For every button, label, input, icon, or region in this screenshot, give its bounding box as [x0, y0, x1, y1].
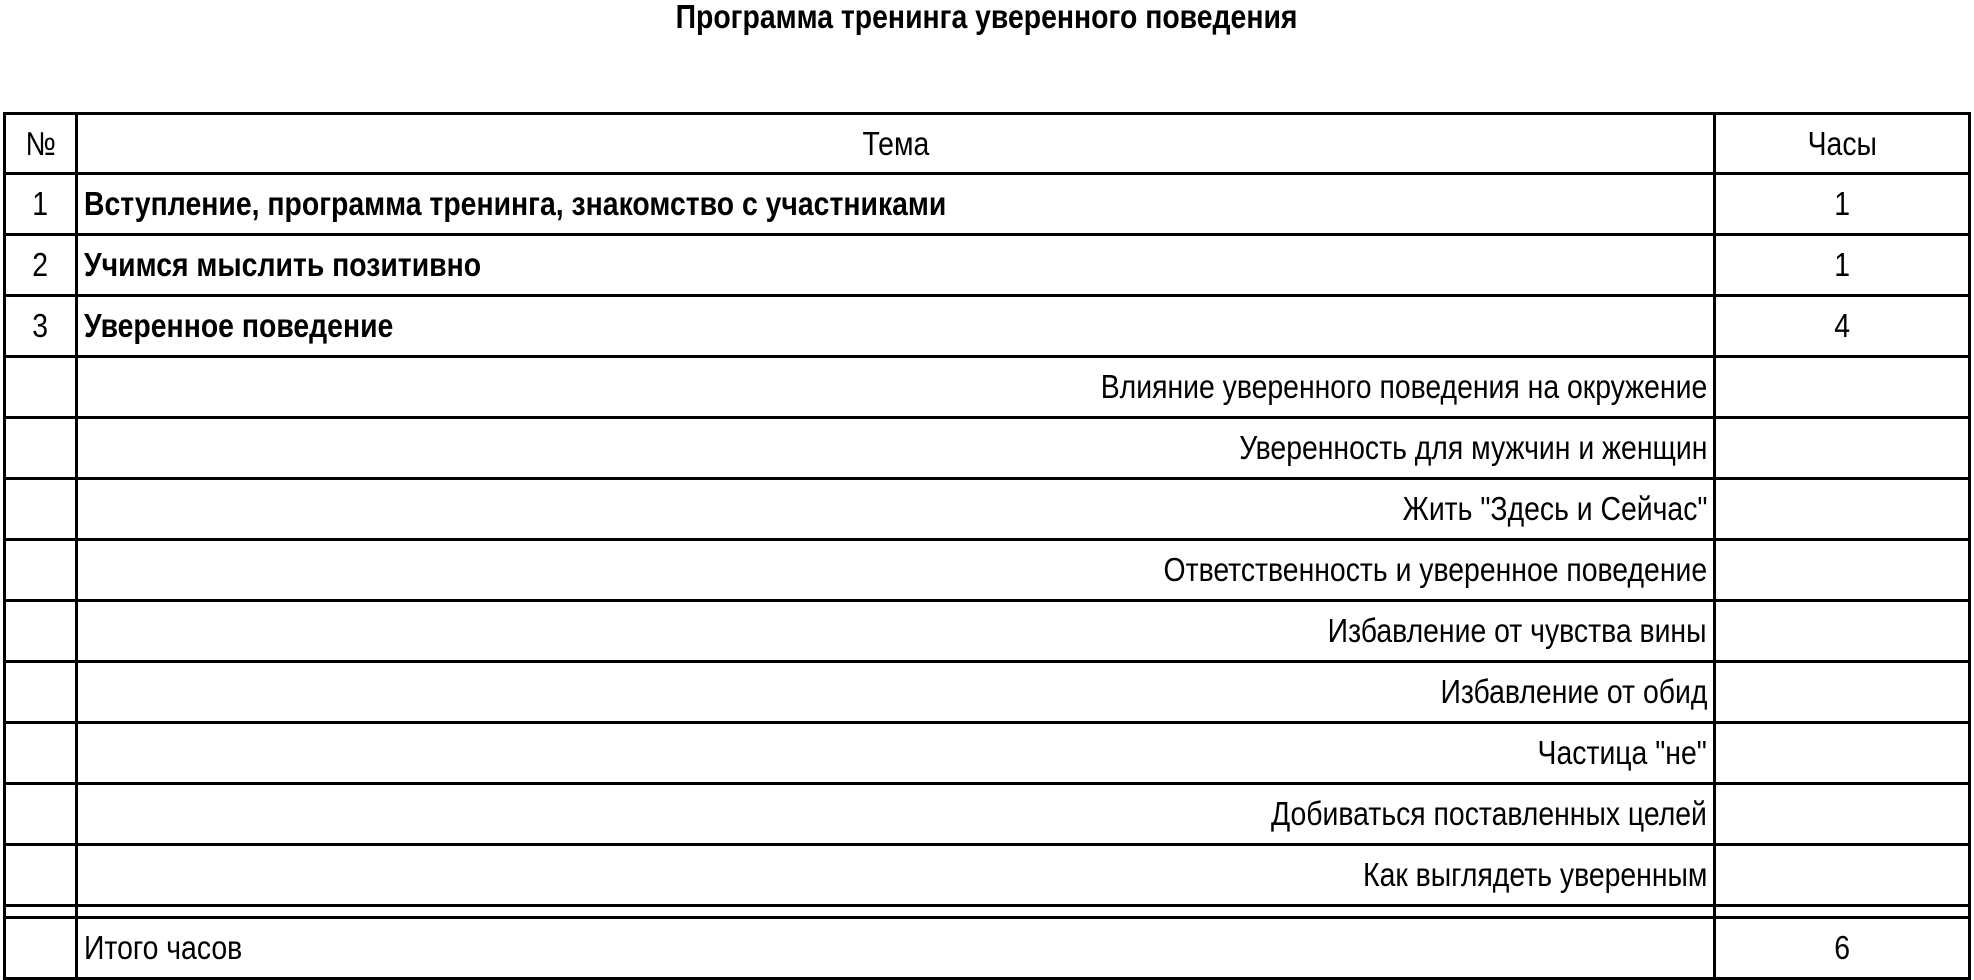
cell-num-empty [5, 357, 77, 418]
cell-topic: Учимся мыслить позитивно [77, 235, 1715, 296]
spacer-cell [5, 906, 77, 918]
cell-num-empty [5, 723, 77, 784]
cell-num-empty [5, 784, 77, 845]
cell-subtopic: Избавление от чувства вины [77, 601, 1715, 662]
table-row-main [5, 296, 1970, 357]
cell-subtopic: Избавление от обид [77, 662, 1715, 723]
cell-subtopic: Как выглядеть уверенным [77, 845, 1715, 906]
table-row-subtopic [5, 357, 1970, 418]
cell-num-empty [5, 540, 77, 601]
cell-subtopic: Жить "Здесь и Сейчас" [77, 479, 1715, 540]
cell-num-empty [5, 662, 77, 723]
cell-subtopic: Добиваться поставленных целей [77, 784, 1715, 845]
table-row-subtopic [5, 723, 1970, 784]
spacer-cell [1715, 906, 1970, 918]
cell-num: 1 [5, 174, 77, 235]
table-row-total [5, 918, 1970, 979]
cell-topic: Уверенное поведение [77, 296, 1715, 357]
header-cell-topic [77, 114, 1715, 174]
header-cell-num [5, 114, 77, 174]
cell-num-empty [5, 918, 77, 979]
cell-total-label: Итого часов [77, 918, 1715, 979]
cell-num: 2 [5, 235, 77, 296]
table-row-subtopic [5, 418, 1970, 479]
cell-hours-empty [1715, 723, 1970, 784]
table-header-row [5, 114, 1970, 174]
cell-hours: 1 [1715, 235, 1970, 296]
table-row-subtopic [5, 784, 1970, 845]
cell-hours-empty [1715, 662, 1970, 723]
table-row-subtopic [5, 601, 1970, 662]
cell-total-hours: 6 [1715, 918, 1970, 979]
cell-hours-empty [1715, 418, 1970, 479]
cell-subtopic: Частица "не" [77, 723, 1715, 784]
cell-hours-empty [1715, 357, 1970, 418]
cell-hours-empty [1715, 784, 1970, 845]
cell-num-empty [5, 479, 77, 540]
cell-hours-empty [1715, 601, 1970, 662]
cell-subtopic: Влияние уверенного поведения на окружение [77, 357, 1715, 418]
table-row-subtopic [5, 845, 1970, 906]
spacer-cell [77, 906, 1715, 918]
cell-num-empty [5, 418, 77, 479]
cell-hours-empty [1715, 540, 1970, 601]
table-row-subtopic [5, 662, 1970, 723]
page-title-text: Программа тренинга уверенного поведения [676, 0, 1298, 35]
cell-hours-empty [1715, 845, 1970, 906]
header-topic-label: Тема [862, 124, 929, 162]
table-row-main [5, 235, 1970, 296]
cell-subtopic: Уверенность для мужчин и женщин [77, 418, 1715, 479]
cell-subtopic: Ответственность и уверенное поведение [77, 540, 1715, 601]
cell-hours: 4 [1715, 296, 1970, 357]
table-row-subtopic [5, 479, 1970, 540]
header-hours-label: Часы [1807, 124, 1877, 162]
cell-num-empty [5, 601, 77, 662]
header-cell-hours [1715, 114, 1970, 174]
page-title [0, 0, 1974, 36]
header-num-label: № [25, 124, 56, 162]
cell-num-empty [5, 845, 77, 906]
table-spacer-row [5, 906, 1970, 918]
cell-hours: 1 [1715, 174, 1970, 235]
table-row-subtopic [5, 540, 1970, 601]
table-row-main [5, 174, 1970, 235]
cell-num: 3 [5, 296, 77, 357]
cell-hours-empty [1715, 479, 1970, 540]
cell-topic: Вступление, программа тренинга, знакомство с участниками [77, 174, 1715, 235]
training-program-table [3, 112, 1971, 980]
